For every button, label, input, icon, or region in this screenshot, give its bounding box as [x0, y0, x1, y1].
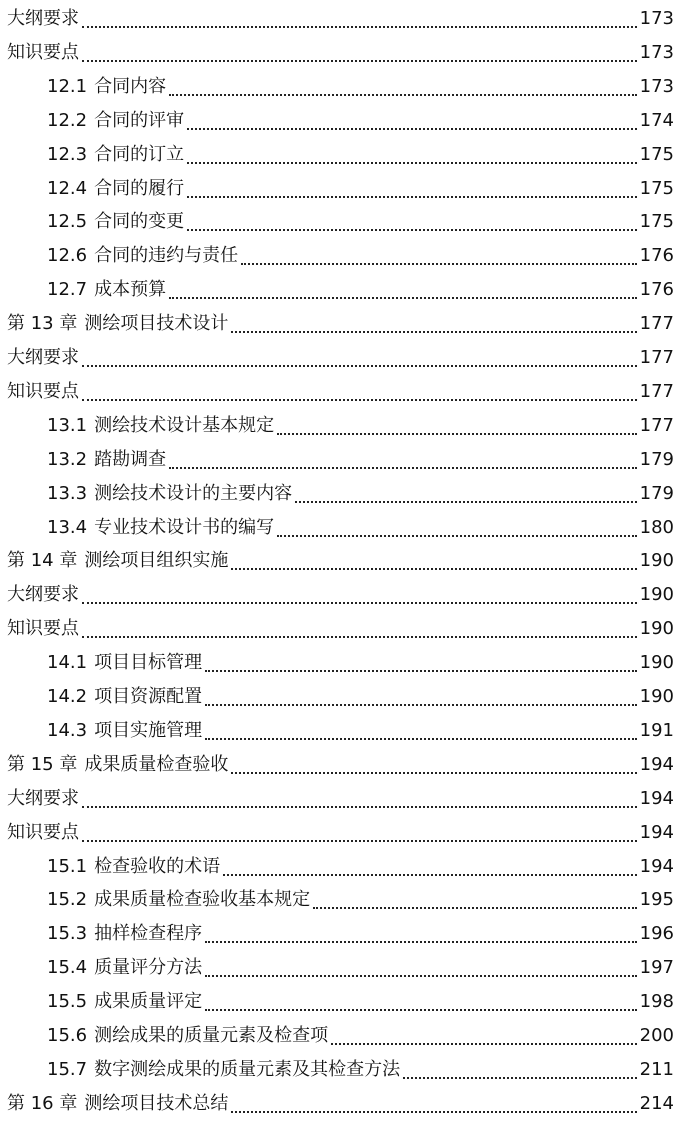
dot-leader	[223, 874, 637, 876]
toc-subentry[interactable]	[0, 714, 695, 748]
toc-entry-title: 知识要点	[7, 618, 79, 640]
toc-page-number: 173	[639, 75, 674, 97]
toc-page-number: 190	[639, 584, 674, 606]
toc-subentry[interactable]	[0, 850, 695, 884]
dot-leader	[205, 670, 637, 672]
toc-subentry[interactable]	[0, 883, 695, 917]
dot-leader	[331, 1043, 637, 1045]
toc-entry-title: 合同的订立	[94, 143, 185, 165]
toc-entry-number: 13.2	[47, 448, 88, 470]
toc-page-number: 175	[639, 143, 674, 165]
toc-page-number: 191	[639, 719, 674, 741]
toc-page-number: 176	[639, 279, 674, 301]
toc-entry-title: 合同的履行	[94, 177, 185, 199]
dot-leader	[205, 704, 637, 706]
toc-page-number: 173	[639, 8, 674, 29]
toc-entry-number: 12.7	[47, 279, 88, 301]
dot-leader	[82, 60, 637, 62]
dot-leader	[82, 399, 637, 401]
toc-entry-title: 合同的违约与责任	[94, 245, 239, 267]
dot-leader	[231, 772, 636, 774]
toc-page-number: 176	[639, 245, 674, 267]
dot-leader	[205, 738, 637, 740]
dot-leader	[82, 26, 637, 28]
toc-subentry[interactable]	[0, 1019, 695, 1053]
toc-subentry[interactable]	[0, 138, 695, 172]
toc-subentry[interactable]	[0, 205, 695, 239]
dot-leader	[231, 331, 636, 333]
toc-entry-title: 成果质量检查验收基本规定	[94, 889, 311, 911]
toc-entry[interactable]	[0, 782, 695, 816]
toc-entry-title: 大纲要求	[7, 584, 79, 606]
toc-entry[interactable]	[0, 375, 695, 409]
toc-subentry[interactable]	[0, 273, 695, 307]
toc-subentry[interactable]	[0, 477, 695, 511]
toc-entry-number: 12.1	[47, 75, 88, 97]
toc-entry-title: 测绘项目技术设计	[84, 313, 229, 335]
toc-entry[interactable]	[0, 578, 695, 612]
toc-page-number: 174	[639, 109, 674, 131]
toc-subentry[interactable]	[0, 646, 695, 680]
toc-entry[interactable]	[0, 544, 695, 578]
toc-entry-number: 15.7	[47, 1058, 88, 1080]
toc-entry-title: 检查验收的术语	[94, 855, 221, 877]
toc-entry-number: 12.6	[47, 245, 88, 267]
toc-page-number: 197	[639, 957, 674, 979]
toc-page-number: 194	[639, 821, 674, 843]
toc-page-number: 180	[639, 516, 674, 538]
toc-page-number: 175	[639, 211, 674, 233]
dot-leader	[82, 806, 637, 808]
toc-entry-number: 15.3	[47, 923, 88, 945]
toc-subentry[interactable]	[0, 680, 695, 714]
toc-entry-number: 14.3	[47, 719, 88, 741]
toc-entry-title: 知识要点	[7, 821, 79, 843]
dot-leader	[241, 263, 637, 265]
toc-page-number: 211	[639, 1058, 674, 1080]
toc-subentry[interactable]	[0, 70, 695, 104]
toc-entry-number: 第 16 章	[7, 1092, 78, 1114]
toc-entry-number: 15.4	[47, 957, 88, 979]
toc-entry-title: 测绘项目组织实施	[84, 550, 229, 572]
toc-entry[interactable]	[0, 307, 695, 341]
toc-page-number: 177	[639, 313, 674, 335]
dot-leader	[169, 297, 637, 299]
toc-page-number: 179	[639, 482, 674, 504]
toc-entry-number: 15.5	[47, 991, 88, 1013]
dot-leader	[187, 162, 637, 164]
toc-page-number: 214	[639, 1092, 674, 1114]
toc-entry[interactable]	[0, 748, 695, 782]
toc-entry-number: 15.6	[47, 1025, 88, 1046]
toc-entry-number: 15.1	[47, 855, 88, 877]
toc-entry[interactable]	[0, 2, 695, 36]
toc-page-number: 200	[639, 1025, 674, 1046]
dot-leader	[187, 229, 637, 231]
dot-leader	[295, 501, 637, 503]
toc-subentry[interactable]	[0, 511, 695, 545]
toc-page-number: 195	[639, 889, 674, 911]
toc-entry-title: 成果质量评定	[94, 991, 203, 1013]
toc-entry-title: 合同内容	[94, 75, 167, 97]
toc-entry-number: 13.1	[47, 414, 88, 436]
toc-entry-number: 第 13 章	[7, 313, 78, 335]
toc-page-number: 198	[639, 991, 674, 1013]
toc-entry-title: 数字测绘成果的质量元素及其检查方法	[94, 1058, 401, 1080]
toc-entry-title: 专业技术设计书的编写	[94, 516, 275, 538]
toc-entry-title: 测绘成果的质量元素及检查项	[94, 1025, 329, 1046]
dot-leader	[205, 975, 637, 977]
toc-entry-number: 12.2	[47, 109, 88, 131]
toc-subentry[interactable]	[0, 917, 695, 951]
dot-leader	[313, 907, 637, 909]
toc-page-number: 194	[639, 787, 674, 809]
toc-entry[interactable]	[0, 816, 695, 850]
dot-leader	[277, 433, 637, 435]
toc-page-number: 173	[639, 41, 674, 63]
toc-entry-number: 12.4	[47, 177, 88, 199]
toc-entry-title: 踏勘调查	[94, 448, 167, 470]
toc-subentry[interactable]	[0, 985, 695, 1019]
toc-entry-title: 成果质量检查验收	[84, 753, 229, 775]
toc-entry-title: 项目资源配置	[94, 686, 203, 707]
toc-entry[interactable]	[0, 36, 695, 70]
toc-subentry[interactable]	[0, 1053, 695, 1087]
toc-entry-title: 大纲要求	[7, 347, 79, 368]
dot-leader	[187, 128, 637, 130]
toc-page-number: 179	[639, 448, 674, 470]
toc-subentry[interactable]	[0, 104, 695, 138]
toc-entry-number: 第 14 章	[7, 550, 78, 572]
toc-page-number: 177	[639, 347, 674, 368]
toc-page-number: 190	[639, 652, 674, 674]
toc-entry-number: 12.3	[47, 143, 88, 165]
toc-subentry[interactable]	[0, 443, 695, 477]
toc-page-number: 190	[639, 550, 674, 572]
toc-entry-number: 14.2	[47, 686, 88, 707]
toc-entry-title: 合同的评审	[94, 109, 185, 131]
dot-leader	[205, 1009, 637, 1011]
dot-leader	[82, 636, 637, 638]
toc-subentry[interactable]	[0, 951, 695, 985]
dot-leader	[205, 941, 637, 943]
toc-subentry[interactable]	[0, 239, 695, 273]
toc-entry-number: 13.4	[47, 516, 88, 538]
toc-entry-title: 项目实施管理	[94, 719, 203, 741]
toc-page-number: 194	[639, 855, 674, 877]
toc-page-number: 177	[639, 414, 674, 436]
toc-subentry[interactable]	[0, 172, 695, 206]
dot-leader	[169, 94, 637, 96]
toc-entry-number: 13.3	[47, 482, 88, 504]
toc-entry-number: 15.2	[47, 889, 88, 911]
toc-entry-number: 第 15 章	[7, 753, 78, 775]
toc-entry-title: 项目目标管理	[94, 652, 203, 674]
toc-entry-title: 成本预算	[94, 279, 167, 301]
dot-leader	[277, 535, 637, 537]
toc-entry-title: 测绘技术设计的主要内容	[94, 482, 293, 504]
dot-leader	[82, 365, 637, 367]
toc-page-number: 194	[639, 753, 674, 775]
dot-leader	[403, 1077, 637, 1079]
dot-leader	[231, 1111, 636, 1113]
dot-leader	[82, 840, 637, 842]
toc-entry-title: 质量评分方法	[94, 957, 203, 979]
toc-entry-title: 知识要点	[7, 380, 79, 402]
toc-page-number: 177	[639, 380, 674, 402]
dot-leader	[169, 467, 637, 469]
dot-leader	[231, 568, 636, 570]
toc-entry-number: 14.1	[47, 652, 88, 674]
toc-entry-title: 大纲要求	[7, 787, 79, 809]
toc-subentry[interactable]	[0, 409, 695, 443]
toc-entry-title: 测绘技术设计基本规定	[94, 414, 275, 436]
toc-entry[interactable]	[0, 612, 695, 646]
dot-leader	[82, 602, 637, 604]
toc-entry-title: 测绘项目技术总结	[84, 1092, 229, 1114]
toc-page-number: 190	[639, 686, 674, 707]
toc-page-number: 196	[639, 923, 674, 945]
toc-page-number: 190	[639, 618, 674, 640]
toc-page-number: 175	[639, 177, 674, 199]
toc-entry[interactable]	[0, 341, 695, 375]
toc-entry-title: 抽样检查程序	[94, 923, 203, 945]
dot-leader	[187, 196, 637, 198]
toc-entry-title: 大纲要求	[7, 8, 79, 29]
toc-entry-number: 12.5	[47, 211, 88, 233]
toc-entry-title: 合同的变更	[94, 211, 185, 233]
toc-entry-title: 知识要点	[7, 41, 79, 63]
